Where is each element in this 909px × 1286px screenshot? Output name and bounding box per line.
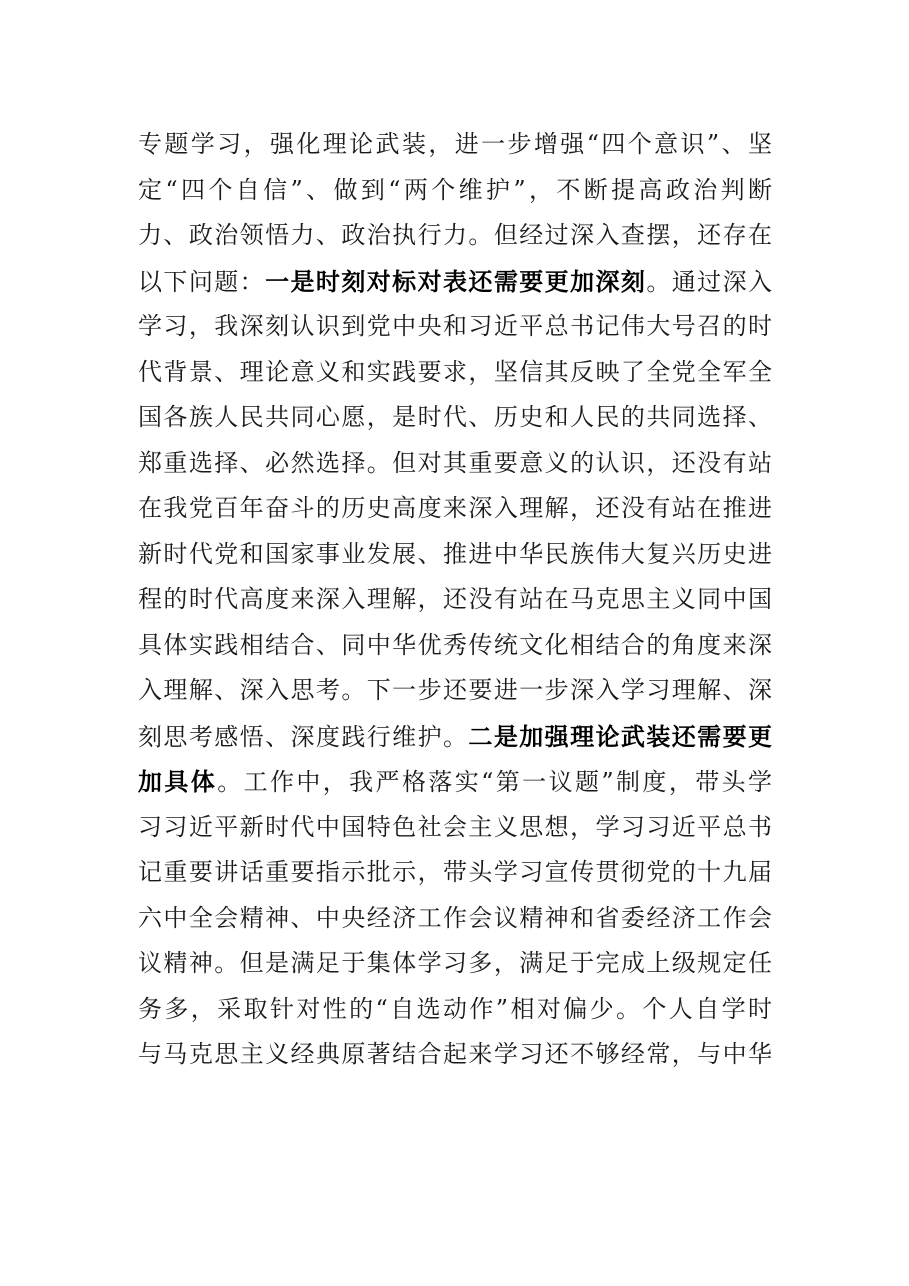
- text-line: [138, 987, 772, 1033]
- body-text-segment: 以下问题：: [138, 267, 266, 296]
- body-text-segment: 学习，我深刻认识到党中央和习近平总书记伟大号召的时: [138, 312, 772, 340]
- body-text-segment: 程的时代高度来深入理解，还没有站在马克思主义同中国: [138, 585, 772, 613]
- text-line: [138, 304, 772, 350]
- body-text-segment: 专题学习，强化理论武装，进一步增强“四个意识”、坚: [138, 130, 772, 158]
- text-line: [138, 441, 772, 487]
- body-text-segment: 议精神。但是满足于集体学习多，满足于完成上级规定任: [138, 949, 772, 977]
- text-line: [138, 486, 772, 532]
- bold-heading-text: 二是加强理论武装还需要更: [468, 721, 772, 751]
- body-text-segment: 在我党百年奋斗的历史高度来深入理解，还没有站在推进: [138, 494, 772, 522]
- text-line: [138, 1032, 772, 1078]
- text-line: [138, 259, 772, 305]
- body-text-segment: 。通过深入: [646, 267, 772, 296]
- body-text-segment: 。工作中，我严格落实“第一议题”制度，带头学: [217, 768, 772, 796]
- text-line: [138, 759, 772, 805]
- bold-heading-text: 一是时刻对标对表还需要更加深刻: [265, 266, 647, 296]
- body-text-segment: 力、政治领悟力、政治执行力。但经过深入查摆，还存在: [138, 221, 772, 249]
- text-line: [138, 577, 772, 623]
- text-line: [138, 350, 772, 396]
- body-text-segment: 代背景、理论意义和实践要求，坚信其反映了全党全军全: [138, 357, 772, 386]
- body-text-segment: 六中全会精神、中央经济工作会议精神和省委经济工作会: [138, 903, 772, 932]
- text-line: [138, 668, 772, 714]
- text-line: [138, 805, 772, 851]
- text-line: [138, 213, 772, 259]
- text-line: [138, 395, 772, 441]
- body-text-segment: 刻思考感悟、深度践行维护。: [138, 722, 469, 751]
- text-line: [138, 122, 772, 168]
- text-line: [138, 714, 772, 760]
- body-text-segment: 新时代党和国家事业发展、推进中华民族伟大复兴历史进: [138, 539, 772, 568]
- body-text-segment: 入理解、深入思考。下一步还要进一步深入学习理解、深: [138, 676, 772, 704]
- text-line: [138, 941, 772, 987]
- body-text-segment: 与马克思主义经典原著结合起来学习还不够经常，与中华: [138, 1040, 772, 1068]
- body-text-segment: 记重要讲话重要指示批示，带头学习宣传贯彻党的十九届: [138, 858, 772, 886]
- bold-heading-text: 加具体: [138, 767, 218, 796]
- body-text-segment: 国各族人民共同心愿，是时代、历史和人民的共同选择、: [138, 403, 772, 431]
- body-text-segment: 务多，采取针对性的“自选动作”相对偏少。个人自学时: [138, 994, 772, 1023]
- text-line: [138, 168, 772, 214]
- body-text-segment: 习习近平新时代中国特色社会主义思想，学习习近平总书: [138, 812, 772, 841]
- text-line: [138, 623, 772, 669]
- body-paragraph: [138, 122, 772, 1078]
- text-line: [138, 532, 772, 578]
- text-line: [138, 850, 772, 896]
- text-line: [138, 896, 772, 942]
- body-text-segment: 具体实践相结合、同中华优秀传统文化相结合的角度来深: [138, 630, 772, 659]
- body-text-segment: 郑重选择、必然选择。但对其重要意义的认识，还没有站: [138, 448, 772, 477]
- body-text-segment: 定“四个自信”、做到“两个维护”，不断提高政治判断: [138, 175, 772, 204]
